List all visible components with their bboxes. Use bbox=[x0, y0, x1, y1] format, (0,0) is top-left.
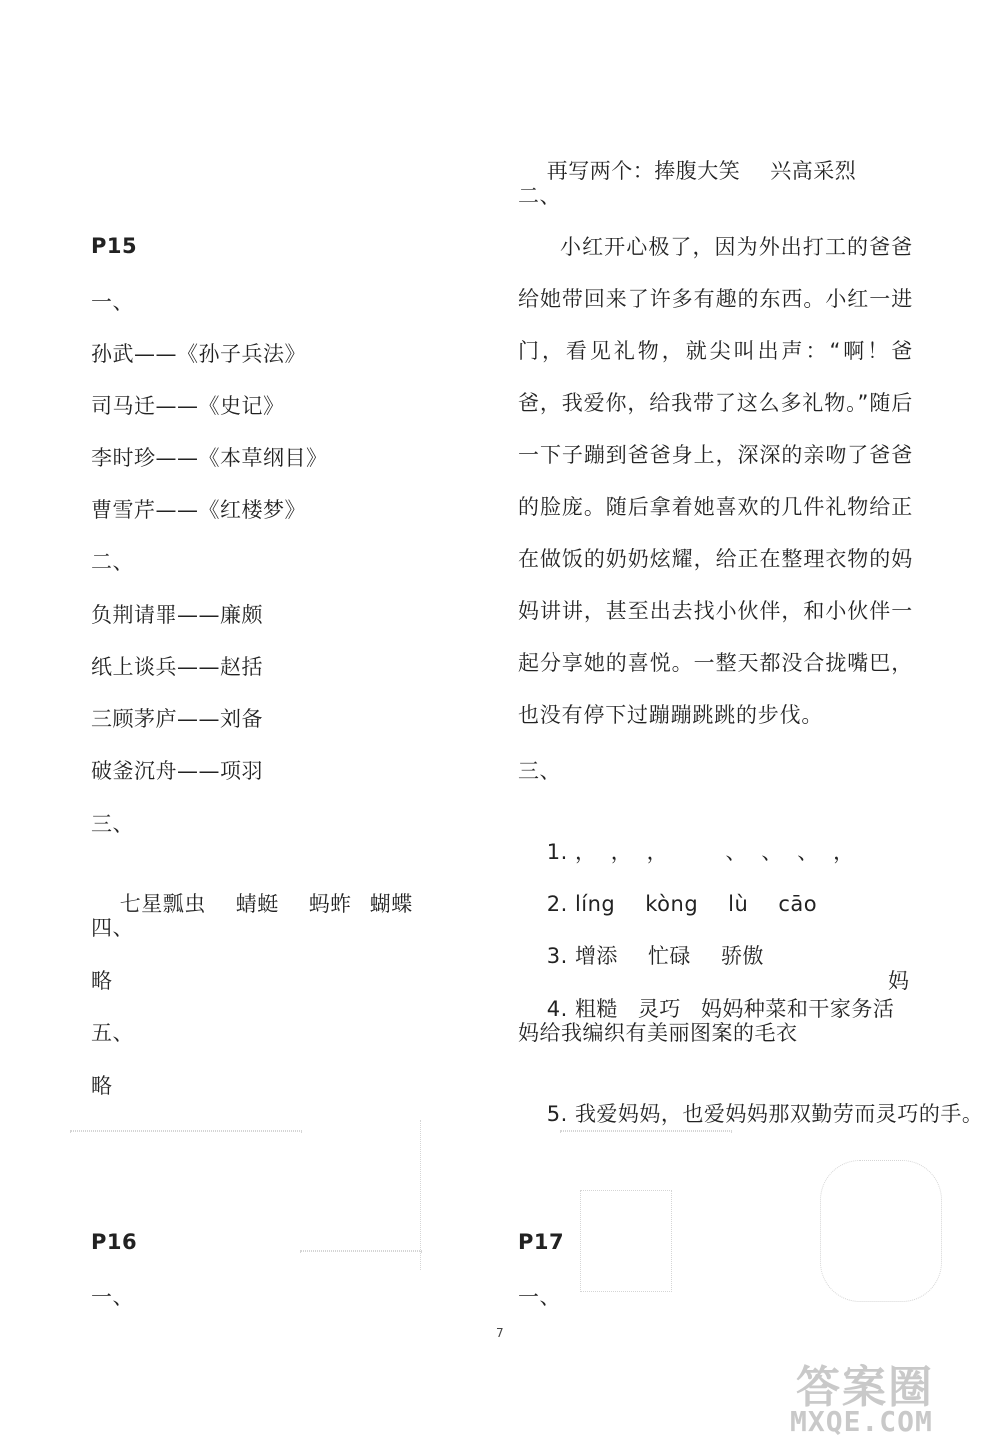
idiom-person-pair: 三顾茅庐——刘备 bbox=[91, 707, 263, 731]
scan-artifact bbox=[380, 1120, 421, 1270]
omitted-answer: 略 bbox=[91, 1074, 113, 1098]
p15-title: P15 bbox=[91, 234, 138, 258]
scan-artifact bbox=[300, 1250, 422, 1252]
answer-word: 粗糙 bbox=[574, 997, 618, 1021]
answer-item-4-tail: 妈 bbox=[888, 969, 910, 993]
answer-item-5 bbox=[518, 1072, 983, 1156]
section-2-label: 二、 bbox=[518, 184, 561, 208]
pinyin-word: cāo bbox=[778, 892, 818, 916]
scan-artifact bbox=[820, 1160, 942, 1302]
author-work-pair: 曹雪芹——《红楼梦》 bbox=[91, 498, 306, 522]
rewrite-word: 兴高采烈 bbox=[770, 159, 857, 183]
section-3-label: 三、 bbox=[518, 759, 561, 783]
section-1-label: 一、 bbox=[91, 290, 134, 314]
section-4-label: 四、 bbox=[91, 916, 134, 940]
item-number: 5. bbox=[546, 1102, 568, 1126]
section-2-label: 二、 bbox=[91, 550, 134, 574]
p16-title: P16 bbox=[91, 1230, 138, 1254]
author-work-pair: 司马迁——《史记》 bbox=[91, 394, 285, 418]
watermark-url: MXQE.COM bbox=[790, 1405, 933, 1438]
pinyin-word: lù bbox=[728, 892, 749, 916]
insect-list bbox=[91, 862, 413, 946]
p17-title: P17 bbox=[518, 1230, 565, 1254]
rewrite-word: 捧腹大笑 bbox=[654, 159, 741, 183]
idiom-person-pair: 负荆请罪——廉颇 bbox=[91, 603, 263, 627]
section-3-label: 三、 bbox=[91, 812, 134, 836]
answer-sentence: 我爱妈妈，也爱妈妈那双勤劳而灵巧的手。 bbox=[574, 1102, 984, 1126]
pinyin-word: kòng bbox=[645, 892, 699, 916]
rewrite-line bbox=[518, 129, 856, 213]
idiom-person-pair: 破釜沉舟——项羽 bbox=[91, 759, 263, 783]
p17-section-1-label: 一、 bbox=[518, 1285, 561, 1309]
watermark-title: 答案圈 bbox=[796, 1362, 934, 1413]
answer-word: 忙碌 bbox=[647, 944, 691, 968]
answer-item-4-continued: 妈给我编织有美丽图案的毛衣 bbox=[518, 1021, 798, 1045]
insect-word: 蜻蜓 bbox=[235, 892, 279, 916]
insect-word: 蚂蚱 bbox=[308, 892, 352, 916]
idiom-person-pair: 纸上谈兵——赵括 bbox=[91, 655, 263, 679]
site-watermark-logo bbox=[786, 1351, 986, 1446]
author-work-pair: 李时珍——《本草纲目》 bbox=[91, 446, 328, 470]
omitted-answer: 略 bbox=[91, 969, 113, 993]
answer-word: 灵巧 bbox=[637, 997, 681, 1021]
insect-word: 蝴蝶 bbox=[369, 892, 413, 916]
rewrite-label: 再写两个： bbox=[546, 159, 655, 183]
pinyin-word: líng bbox=[574, 892, 616, 916]
item-number: 2. bbox=[546, 892, 568, 916]
scan-artifact bbox=[580, 1190, 672, 1292]
scan-artifact bbox=[70, 1130, 302, 1132]
answer-word: 妈妈种菜和干家务活 bbox=[700, 997, 895, 1021]
section-5-label: 五、 bbox=[91, 1021, 134, 1045]
author-work-pair: 孙武——《孙子兵法》 bbox=[91, 342, 306, 366]
p16-section-1-label: 一、 bbox=[91, 1285, 134, 1309]
punctuation-marks: ， ， ， 、 、 、 ， bbox=[574, 840, 855, 864]
answer-word: 骄傲 bbox=[720, 944, 764, 968]
page-number: 7 bbox=[496, 1326, 504, 1340]
item-number: 3. bbox=[546, 944, 568, 968]
essay-paragraph: 小红开心极了，因为外出打工的爸爸给她带回来了许多有趣的东西。小红一进门，看见礼物，就尖叫出声：“啊！爸爸，我爱你，给我带了这么多礼物。”随后一下子蹦到爸爸身上，深深的亲吻了爸爸的脸庞。随后拿着她喜欢的几件礼物给正在做饭的奶奶炫耀，给正在整理衣物的妈妈讲讲，甚至出去找小伙伴，和小伙伴一起分享她的喜悦。一整天都没合拢嘴巴，也没有停下过蹦蹦跳跳的步伐。 bbox=[518, 235, 913, 727]
insect-word: 七星瓢虫 bbox=[119, 892, 206, 916]
answer-word: 增添 bbox=[574, 944, 618, 968]
item-number: 4. bbox=[546, 997, 568, 1021]
item-number: 1. bbox=[546, 840, 568, 864]
